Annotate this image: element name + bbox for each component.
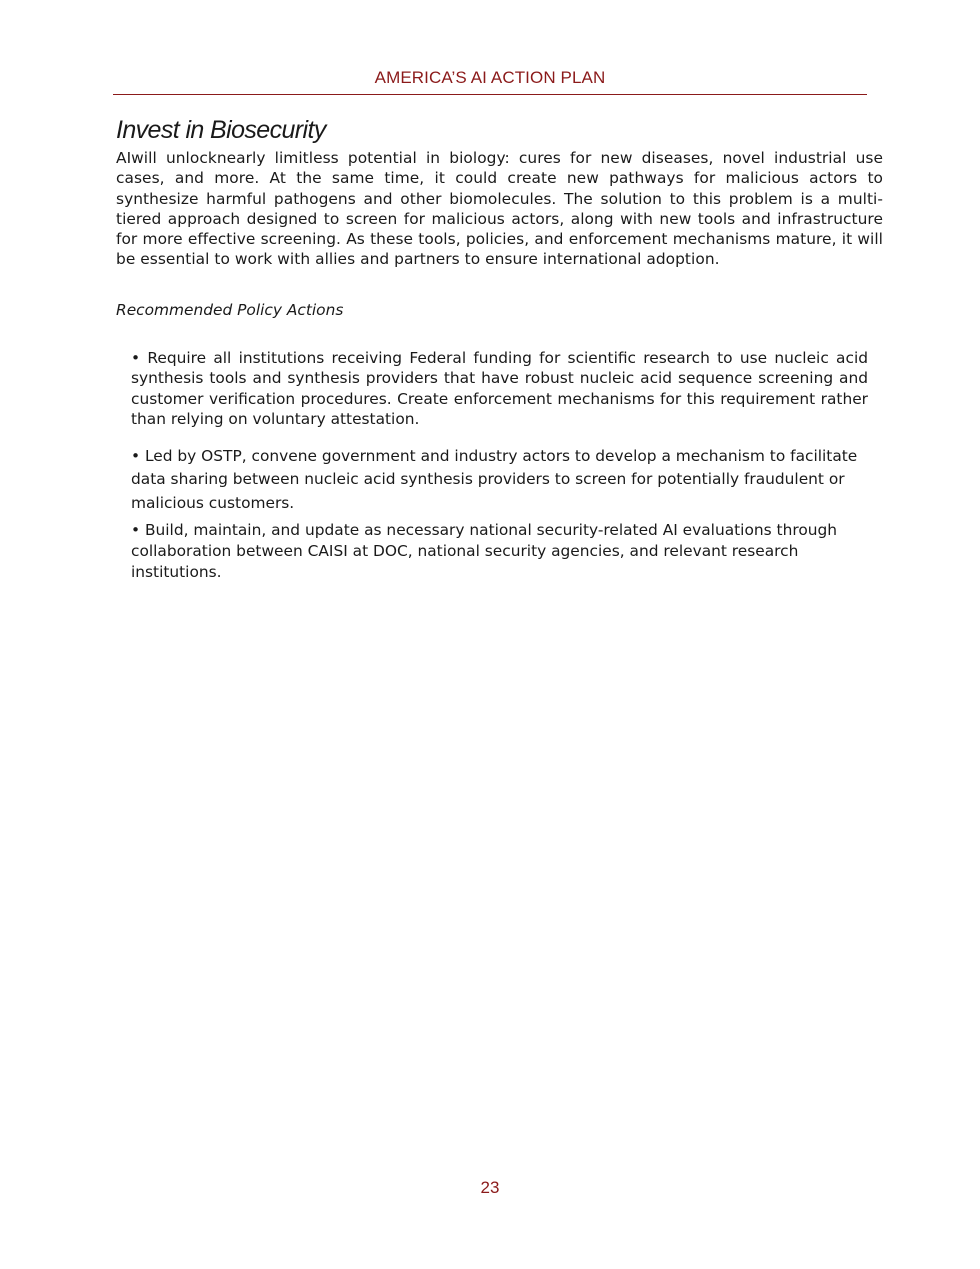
policy-actions-subheading: Recommended Policy Actions [116, 301, 344, 319]
page-number: 23 [480, 1178, 500, 1197]
intro-paragraph: AIwill unlocknearly limitless potential in biology: cures for new diseases, novel industrial use cases, and more. At the same time, it could create new pathways for malicious actors to synthesize harmful pathogens and other biomolecules. The solution to this problem is a multi- tiered approach designed to screen for malicious actors, along with new tools and infrastructure for more effective screening. As these tools, policies, and enforcement mechanisms mature, it will be essential to work with allies and partners to ensure international adoption. [116, 149, 883, 269]
header-divider [113, 94, 867, 95]
policy-bullet: • Build, maintain, and update as necessary national security-related AI evaluations through collaboration between CAISI at DOC, national security agencies, and relevant research institutions. [131, 521, 838, 581]
section-title: Invest in Biosecurity [116, 116, 326, 144]
running-header: AMERICA’S AI ACTION PLAN [374, 68, 606, 87]
policy-bullet: • Led by OSTP, convene government and industry actors to develop a mechanism to facilitate data sharing between nucleic acid synthesis providers to screen for potentially fraudulent or malicious customers. [131, 447, 858, 512]
policy-bullet: • Require all institutions receiving Federal funding for scientific research to use nucleic acid synthesis tools and synthesis providers that have robust nucleic acid sequence screening and customer verification procedures. Create enforcement mechanisms for this requirement rather than relying on voluntary attestation. [131, 349, 868, 429]
